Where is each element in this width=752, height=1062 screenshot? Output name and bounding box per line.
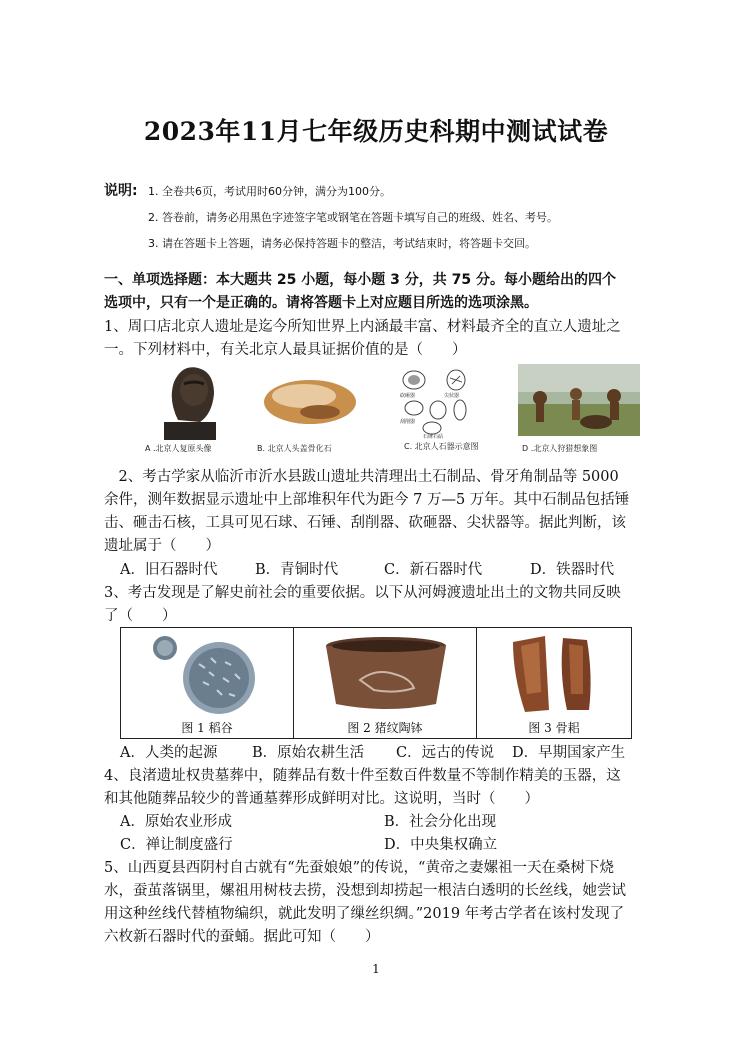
figure-caption: 图 3 骨耜 xyxy=(528,721,580,735)
question-text: 击、砸击石核，工具可见石球、石锤、刮削器、砍砸器、尖状器等。据此判断，该 xyxy=(104,515,626,531)
question-text: 2、考古学家从临沂市沂水县跋山遗址共清理出土石制品、骨牙角制品等 5000 xyxy=(104,469,619,485)
instructions-label: 说明: xyxy=(104,183,138,199)
figure-cell xyxy=(294,628,476,738)
option: D．早期国家产生 xyxy=(512,745,626,761)
instruction-item: 2. 答卷前，请务必用黑色字迹签字笔或钢笔在答题卡填写自己的班级、姓名、考号。 xyxy=(148,211,558,224)
question-text: 六枚新石器时代的蚕蛹。据此可知（ ） xyxy=(104,929,380,945)
question-text: 用这种丝线代替植物编织，就此发明了缫丝织绸。”2019 年考古学者在该村发现了 xyxy=(104,906,625,922)
question-text: 水，蚕茧落锅里，嫘祖用树枝去捞，没想到却捞起一根洁白透明的长丝线，她尝试 xyxy=(104,883,626,899)
tool-label: 尖状器 xyxy=(444,393,460,399)
option: B．青铜时代 xyxy=(255,562,339,578)
question-text: 4、良渚遗址权贵墓葬中，随葬品有数十件至数百件数量不等制作精美的玉器，这 xyxy=(104,768,621,784)
image-caption: B. 北京人头盖骨化石 xyxy=(257,444,332,453)
option: B．原始农耕生活 xyxy=(252,745,365,761)
question-text: 3、考古发现是了解史前社会的重要依据。以下从河姆渡遗址出土的文物共同反映 xyxy=(104,585,621,601)
image-caption: D .北京人狩猎想象图 xyxy=(522,444,598,453)
artifact-figure-table xyxy=(120,627,632,739)
option: A．原始农业形成 xyxy=(120,814,232,830)
stone-tools-diagram-image xyxy=(398,366,478,438)
skull-fossil-image xyxy=(254,368,364,436)
question-text: 和其他随葬品较少的普通墓葬形成鲜明对比。这说明，当时（ ） xyxy=(104,791,539,807)
peking-man-bust-image xyxy=(138,360,238,442)
question-text: 5、山西夏县西阴村自古就有“先蚕娘娘”的传说，“黄帝之妻嫘祖一天在桑树下烧 xyxy=(104,860,614,876)
question-text: 余件，测年数据显示遗址中上部堆积年代为距今 7 万—5 万年。其中石制品包括锤 xyxy=(104,492,630,508)
image-caption: C. 北京人石器示意图 xyxy=(404,442,479,451)
image-caption: A .北京人复原头像 xyxy=(145,444,212,453)
instruction-item: 3. 请在答题卡上答题，请务必保持答题卡的整洁，考试结束时，将答题卡交回。 xyxy=(148,237,536,250)
question-text: 一。下列材料中，有关北京人最具证据价值的是（ ） xyxy=(104,342,467,358)
figure-cell xyxy=(121,628,293,738)
tool-label: 刮削器 xyxy=(400,419,416,425)
option: A．旧石器时代 xyxy=(120,562,218,578)
option: C．远古的传说 xyxy=(396,745,495,761)
option: D．中央集权确立 xyxy=(384,837,498,853)
option: B．社会分化出现 xyxy=(384,814,497,830)
figure-caption: 图 1 稻谷 xyxy=(181,721,233,735)
option: C．新石器时代 xyxy=(384,562,483,578)
pig-pattern-bowl-image xyxy=(322,634,450,714)
option: C．禅让制度盛行 xyxy=(120,837,233,853)
page-title: 2023年11月七年级历史科期中测试试卷 xyxy=(143,117,609,146)
section-heading: 一、单项选择题：本大题共 25 小题，每小题 3 分，共 75 分。每小题给出的四个 xyxy=(104,272,616,288)
tool-label: 石锤石砧 xyxy=(423,434,444,440)
hunting-scene-image xyxy=(518,364,640,436)
section-heading: 选项中，只有一个是正确的。请将答题卡上对应题目所选的选项涂黑。 xyxy=(104,295,538,311)
bone-spade-image xyxy=(505,632,605,716)
question-text: 1、周口店北京人遗址是迄今所知世界上内涵最丰富、材料最齐全的直立人遗址之 xyxy=(104,319,621,335)
instruction-item: 1. 全卷共6页，考试用时60分钟，满分为100分。 xyxy=(148,185,391,198)
page-number: 1 xyxy=(372,962,380,976)
tool-label: 砍砸器 xyxy=(400,393,416,399)
option: D．铁器时代 xyxy=(530,562,615,578)
figure-caption: 图 2 猪纹陶钵 xyxy=(347,721,423,735)
rice-grain-image xyxy=(151,634,271,718)
question-text: 了（ ） xyxy=(104,608,177,624)
figure-cell xyxy=(477,628,631,738)
question-text: 遗址属于（ ） xyxy=(104,538,220,554)
option: A．人类的起源 xyxy=(120,745,218,761)
